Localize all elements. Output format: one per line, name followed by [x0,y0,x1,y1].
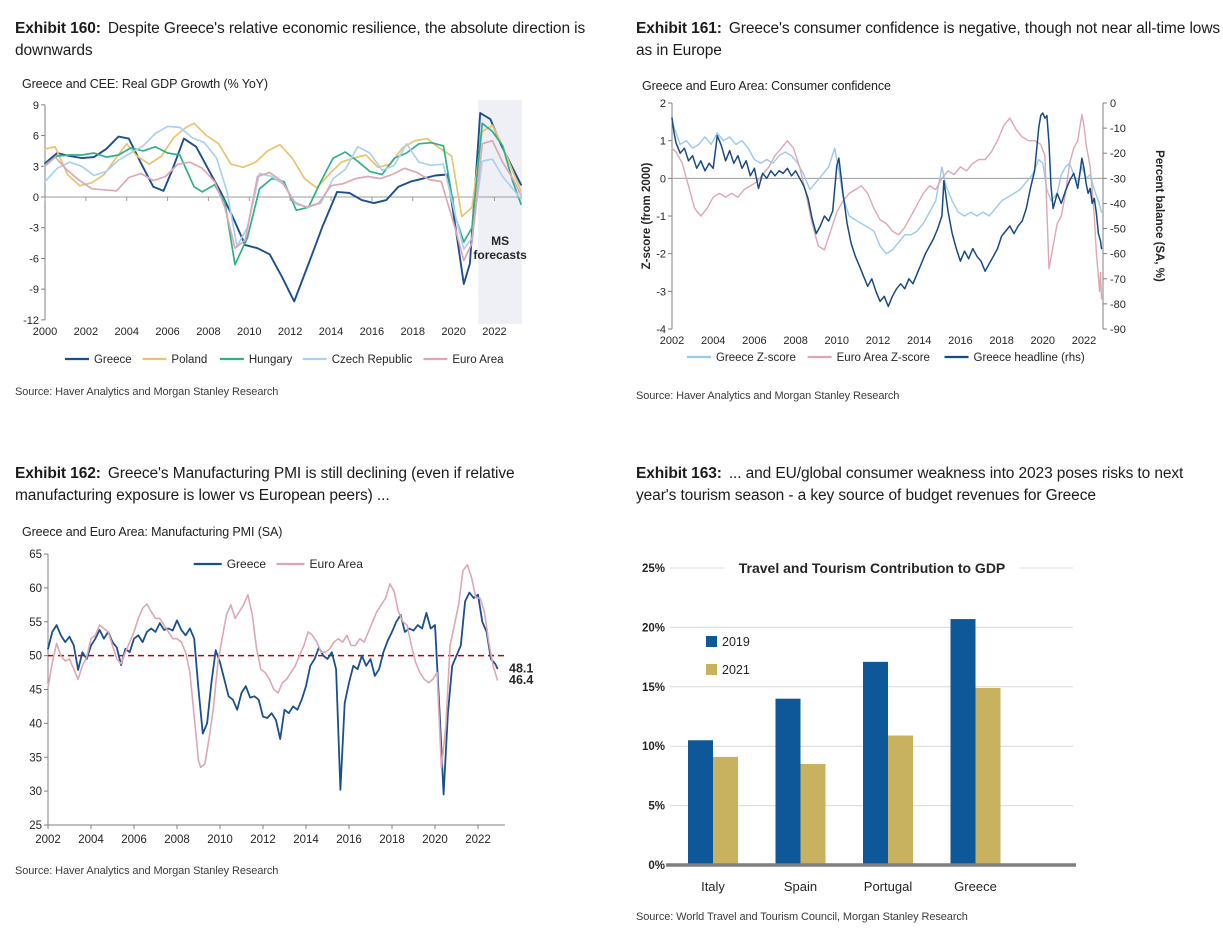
right-tick-label: -30 [1110,173,1126,186]
x-tick-label: 2014 [318,326,344,338]
left-tick-label: 1 [659,135,666,148]
x-tick-label: 2014 [293,834,319,846]
y-tick-label: 40 [29,718,42,731]
legend-label: Hungary [248,354,293,366]
legend-item-greece [65,354,132,366]
legend-item-czech-republic [303,354,413,366]
exhibit-161-heading [636,18,1222,62]
x-tick-label: 2008 [164,834,190,846]
legend-item-2019 [706,635,750,649]
chart-tourism-gdp [636,550,1223,906]
bar-2021-greece [976,688,1001,865]
right-tick-label: -40 [1110,198,1126,211]
x-tick-label: 2014 [906,335,932,347]
x-tick-label: 2012 [277,326,303,338]
x-tick-label: 2000 [32,326,58,338]
x-tick-label: 2002 [659,335,685,347]
x-tick-label: 2018 [989,335,1014,347]
x-tick-label: 2012 [865,335,891,347]
legend-label: Greece headline (rhs) [973,352,1085,364]
legend-item-greece-z-score [687,352,796,364]
x-tick-label: 2022 [1071,335,1097,347]
left-tick-label: 0 [659,173,666,186]
right-tick-label: -70 [1110,273,1126,286]
forecast-annotation: forecasts [473,248,527,262]
legend-label: 2021 [722,663,750,677]
bar-2019-greece [951,619,976,865]
series-line-greece-headline-rhs- [672,113,1102,306]
right-axis-title: Percent balance (SA, %) [1153,150,1165,282]
x-tick-label: 2016 [948,335,973,347]
exhibit-161-source: Source: Haver Analytics and Morgan Stanley Research [636,390,900,402]
exhibit-162-title: Greece's Manufacturing PMI is still declining (even if relative manufacturing exposure is lower vs European peers) ... [15,465,515,504]
y-tick-label: 65 [29,549,42,561]
legend-item-greece-headline-rhs- [945,352,1085,364]
forecast-band [478,100,522,324]
y-tick-label: 3 [32,161,39,174]
legend-label: Greece [226,557,267,571]
legend-item-2021 [706,663,750,677]
left-tick-label: -1 [656,211,666,224]
legend-item-greece [194,557,267,571]
x-tick-label: 2010 [824,335,850,347]
x-tick-label: 2022 [482,326,507,338]
legend-label: Euro Area [452,354,504,366]
chart-manufacturing-pmi [15,540,615,862]
legend-label: 2019 [722,635,750,649]
y-tick-label: 50 [29,650,42,663]
legend-item-euro-area [423,354,504,366]
bar-2019-portugal [863,662,888,865]
x-tick-label: 2006 [742,335,767,347]
y-tick-label: 60 [29,582,42,595]
legend-swatch-2019 [706,636,717,647]
exhibit-161-label: Exhibit 161: [636,20,722,37]
exhibit-162-label: Exhibit 162: [15,465,101,482]
series-line-euro-area [48,565,497,768]
y-tick-label: 45 [29,684,42,697]
legend-label: Poland [171,354,208,366]
legend-label: Euro Area [309,557,363,571]
category-label: Spain [783,879,818,894]
bar-group-greece [951,619,1001,865]
exhibit-163-heading [636,463,1222,507]
exhibit-160-source: Source: Haver Analytics and Morgan Stanley Research [15,386,279,398]
x-tick-label: 2022 [465,834,491,846]
x-tick-label: 2018 [379,834,405,846]
y-tick-label: 25% [641,563,665,575]
x-tick-label: 2010 [207,834,233,846]
chart-title: Travel and Tourism Contribution to GDP [738,560,1006,576]
bar-2021-italy [713,757,738,865]
series-line-poland [45,123,521,216]
exhibit-161-chart-title: Greece and Euro Area: Consumer confidence [642,79,891,93]
y-tick-label: -12 [23,314,39,327]
x-tick-label: 2020 [1030,335,1056,347]
right-tick-label: -80 [1110,298,1126,311]
forecast-annotation: MS [491,234,510,248]
y-tick-label: 0 [32,192,39,204]
y-tick-label: 5% [648,800,665,813]
y-tick-label: 55 [29,616,42,629]
y-tick-label: 9 [32,99,39,112]
y-tick-label: 15% [641,681,665,694]
exhibit-160-heading [15,18,609,62]
legend-label: Greece Z-score [715,352,796,364]
category-label: Italy [701,879,725,894]
left-tick-label: -4 [656,324,666,337]
x-tick-label: 2002 [35,834,61,846]
bar-2021-spain [801,764,826,865]
right-tick-label: -90 [1110,323,1126,336]
y-tick-label: 10% [641,741,665,754]
exhibit-163-label: Exhibit 163: [636,465,722,482]
exhibit-161-title: Greece's consumer confidence is negative, though not near all-time lows as in Europe [636,20,1221,59]
bar-group-portugal [863,662,913,865]
left-tick-label: -3 [656,286,666,299]
end-value-label: 46.4 [509,673,534,688]
x-tick-label: 2020 [422,834,448,846]
x-tick-label: 2006 [155,326,180,338]
exhibit-160-chart-title: Greece and CEE: Real GDP Growth (% YoY) [22,77,268,91]
y-tick-label: 20% [641,622,665,635]
x-tick-label: 2016 [359,326,385,338]
series-line-greece [48,593,497,795]
x-tick-label: 2008 [783,335,808,347]
y-tick-label: 6 [32,130,39,143]
category-label: Portugal [863,879,913,894]
y-tick-label: -9 [29,284,39,297]
y-tick-label: -6 [29,253,39,266]
right-tick-label: -20 [1110,148,1126,161]
bar-2019-italy [688,740,713,865]
x-tick-label: 2010 [237,326,262,338]
left-axis-title: Z-score (from 2000) [641,162,653,270]
end-value-label: 48.1 [509,661,534,676]
exhibit-160-title: Despite Greece's relative economic resilience, the absolute direction is downwards [15,20,586,59]
y-tick-label: 30 [29,786,42,799]
exhibit-162-source: Source: Haver Analytics and Morgan Stanley Research [15,865,279,877]
legend-label: Czech Republic [331,354,413,366]
y-tick-label: -3 [29,222,39,235]
left-tick-label: -2 [656,248,666,261]
x-tick-label: 2004 [700,335,726,347]
legend-item-euro-area [277,557,364,571]
exhibit-163-source: Source: World Travel and Tourism Council, Morgan Stanley Research [636,911,968,923]
bar-group-italy [688,740,738,865]
chart-consumer-confidence [636,92,1222,392]
right-tick-label: -10 [1110,123,1126,136]
exhibit-162-heading [15,463,609,507]
x-tick-label: 2004 [114,326,139,338]
x-tick-label: 2002 [73,326,99,338]
x-tick-label: 2006 [121,834,147,846]
x-tick-label: 2020 [441,326,466,338]
chart-gdp-growth [15,92,615,384]
x-tick-label: 2004 [78,834,104,846]
y-tick-label: 35 [29,752,42,765]
legend-item-euro-area-z-score [808,352,930,364]
bar-group-spain [776,699,826,865]
category-label: Greece [954,879,997,894]
left-tick-label: 2 [659,98,666,110]
legend-label: Greece [93,354,132,366]
exhibit-160-label: Exhibit 160: [15,20,101,37]
legend-item-hungary [220,354,293,366]
right-tick-label: -50 [1110,223,1126,236]
y-tick-label: 0% [648,860,665,872]
bar-2019-spain [776,699,801,865]
right-tick-label: 0 [1110,98,1117,110]
right-tick-label: -60 [1110,248,1126,261]
exhibit-162-chart-title: Greece and Euro Area: Manufacturing PMI (SA) [22,525,283,539]
x-tick-label: 2012 [250,834,276,846]
series-line-czech-republic [45,126,521,249]
x-tick-label: 2016 [336,834,362,846]
y-tick-label: 25 [29,820,42,832]
x-tick-label: 2008 [196,326,221,338]
bar-2021-portugal [888,736,913,865]
legend-label: Euro Area Z-score [836,352,930,364]
legend-item-poland [142,354,207,366]
legend-swatch-2021 [706,664,717,675]
x-tick-label: 2018 [400,326,425,338]
exhibit-163-title: ... and EU/global consumer weakness into 2023 poses risks to next year's tourism season - a key source of budget revenues for Greece [636,465,1184,504]
